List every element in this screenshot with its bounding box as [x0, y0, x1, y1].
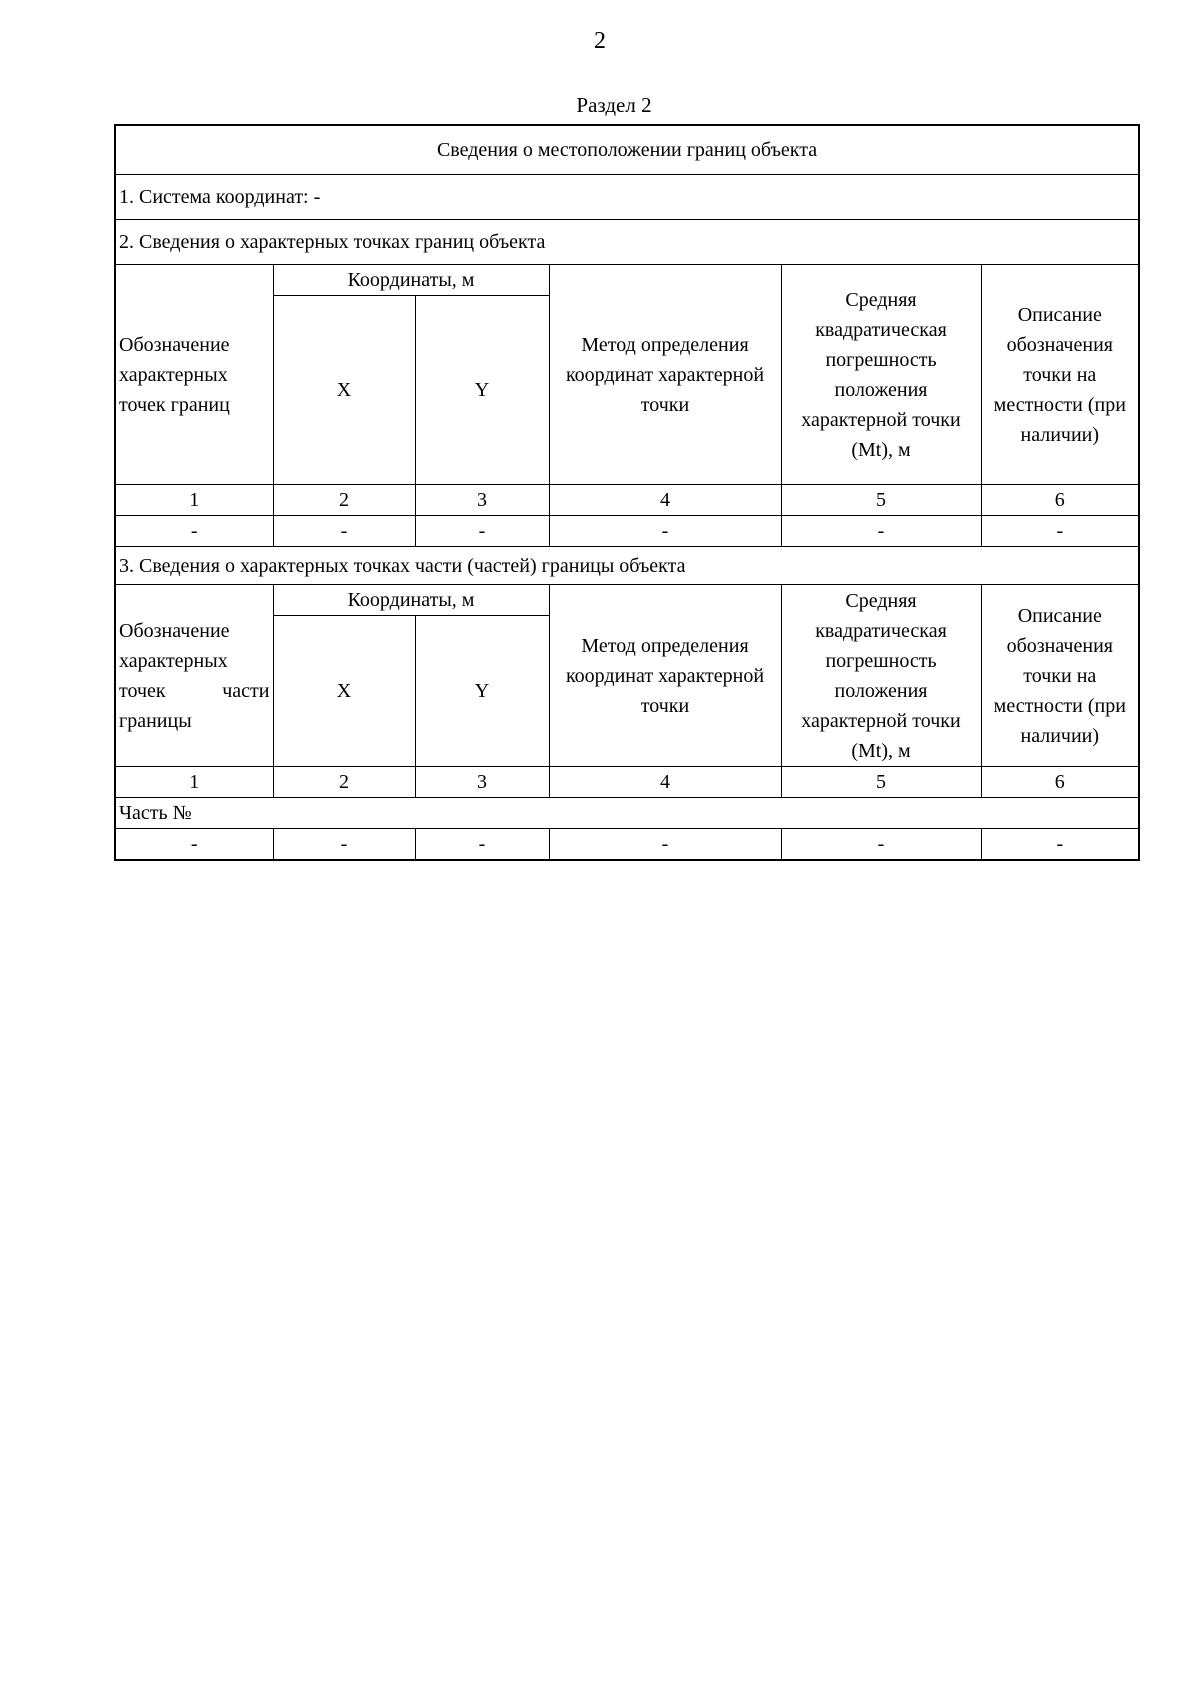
block1-cell-6: - — [981, 516, 1139, 547]
block1-col4-header: Метод определения координат характерной точки — [549, 265, 781, 485]
block1-num-1: 1 — [115, 485, 273, 516]
block2-coords-header: Координаты, м — [273, 585, 549, 616]
coord-system: 1. Система координат: - — [115, 175, 1139, 220]
page-number: 2 — [594, 28, 606, 54]
table-row — [115, 516, 1139, 547]
block1-x-header: X — [273, 296, 415, 485]
block2-x-header: X — [273, 616, 415, 767]
block2-heading: 3. Сведения о характерных точках части (частей) границы объекта — [115, 547, 1139, 585]
table-row — [115, 829, 1139, 861]
block2-cell-2: - — [273, 829, 415, 861]
block1-num-2: 2 — [273, 485, 415, 516]
block2-col5-header: Средняя квадратическая погрешность положения характерной точки (Mt), м — [781, 585, 981, 767]
block1-num-4: 4 — [549, 485, 781, 516]
block2-num-3: 3 — [415, 767, 549, 798]
block1-cell-5: - — [781, 516, 981, 547]
block2-col1-header: Обозначение характерных точек части границы — [115, 585, 273, 767]
block2-cell-5: - — [781, 829, 981, 861]
block1-coords-header: Координаты, м — [273, 265, 549, 296]
block1-heading: 2. Сведения о характерных точках границ объекта — [115, 220, 1139, 265]
block1-col5-header: Средняя квадратическая погрешность положения характерной точки (Mt), м — [781, 265, 981, 485]
block2-num-2: 2 — [273, 767, 415, 798]
block1-num-6: 6 — [981, 485, 1139, 516]
boundary-table — [114, 124, 1140, 861]
block2-cell-1: - — [115, 829, 273, 861]
block1-col1-header: Обозначение характерных точек границ — [115, 265, 273, 485]
block2-num-4: 4 — [549, 767, 781, 798]
block2-col4-header: Метод определения координат характерной точки — [549, 585, 781, 767]
block2-col6-header: Описание обозначения точки на местности (при наличии) — [981, 585, 1139, 767]
table-title: Сведения о местоположении границ объекта — [115, 125, 1139, 175]
block2-cell-6: - — [981, 829, 1139, 861]
block2-num-1: 1 — [115, 767, 273, 798]
block2-num-5: 5 — [781, 767, 981, 798]
block2-cell-3: - — [415, 829, 549, 861]
block1-y-header: Y — [415, 296, 549, 485]
block2-cell-4: - — [549, 829, 781, 861]
block2-y-header: Y — [415, 616, 549, 767]
block1-num-3: 3 — [415, 485, 549, 516]
block1-num-5: 5 — [781, 485, 981, 516]
section-label: Раздел 2 — [576, 93, 652, 117]
block2-part-label: Часть № — [115, 798, 1139, 829]
block1-cell-1: - — [115, 516, 273, 547]
block1-col6-header: Описание обозначения точки на местности (при наличии) — [981, 265, 1139, 485]
block2-num-6: 6 — [981, 767, 1139, 798]
block1-cell-2: - — [273, 516, 415, 547]
block1-cell-4: - — [549, 516, 781, 547]
block1-cell-3: - — [415, 516, 549, 547]
